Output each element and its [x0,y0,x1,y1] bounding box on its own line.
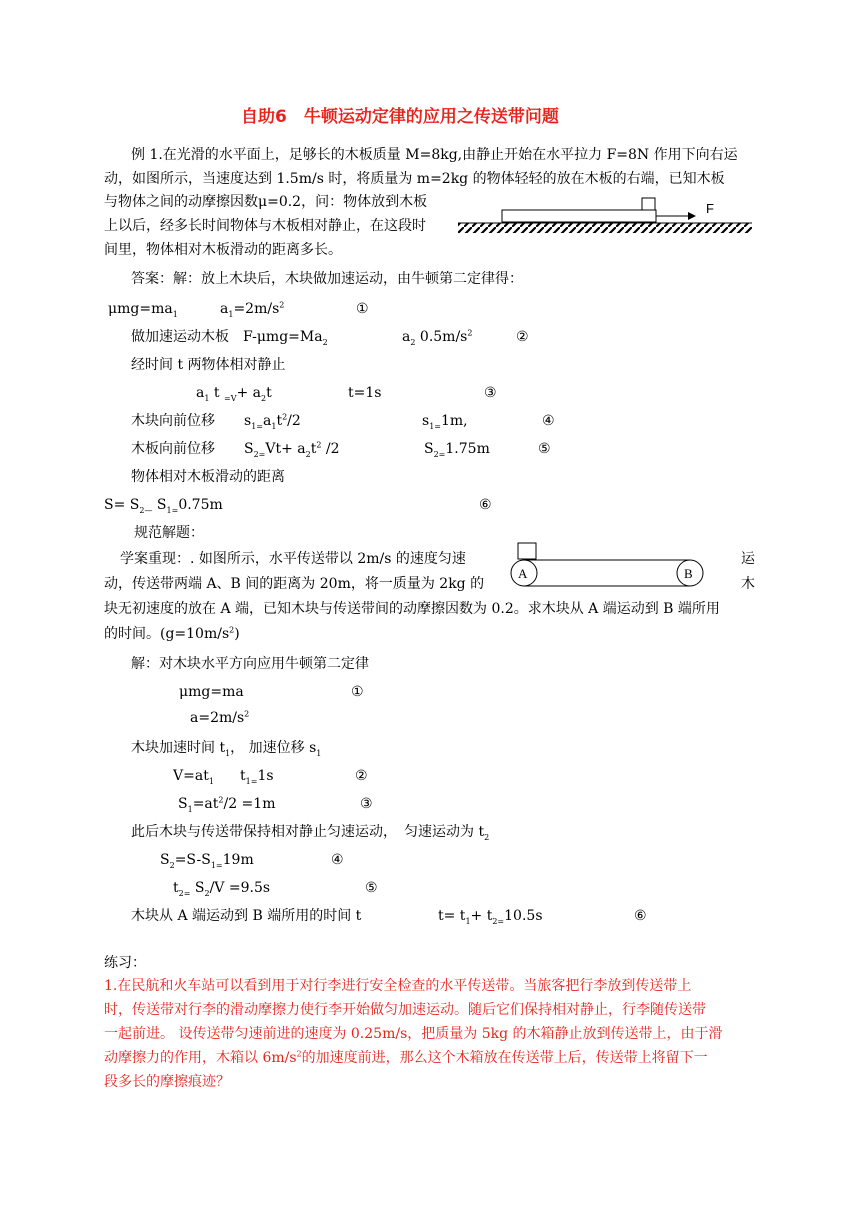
standard-line2-end: 木 [741,576,755,592]
standard-line1-end: 运 [741,551,755,567]
answer1-eq2: 做加速运动木板 $F-\mu mg=Ma_2$ [131,329,328,347]
answer1-eq3-intro: 经时间 t 两物体相对静止 [131,357,286,373]
answer1-eq1: $\mu mg=ma_1$ [108,301,178,319]
answer1-eq3-result: t=1s [348,385,382,401]
answer1-eq3: $a_1$ t $_{=V}+ a_2t$ [196,385,272,403]
practice-line5: 段多长的摩擦痕迹？ [104,1074,230,1090]
answer1-intro: 答案：解：放上木块后，木块做加速运动，由牛顿第二定律得： [131,271,523,287]
answer1-eq4-num: ④ [542,413,555,429]
force-label: F [706,201,714,216]
ground-hatch [458,223,752,233]
solution2-eq2: $V=at_1$ [173,768,214,786]
solution2-uniform: 此后木块与传送带保持相对静止匀速运动， 匀速运动为 $t_2$ [131,824,490,842]
solution2-accel-label: 木块加速时间 $t_1$， 加速位移 $s_1$ [131,740,322,758]
answer1-eq5-result: $S_{2=}1.75m$ [424,441,490,459]
solution2-eq5-num: ⑤ [365,880,378,896]
small-block [642,198,655,210]
conveyor-belt-figure [506,540,706,590]
example1-line1: 例 1.在光滑的水平面上，足够长的木板质量 M=8kg,由静止开始在水平拉力 F=8N 作用下向右运 [131,147,738,163]
standard-line4: 的时间。$(g=10m/s^2)$ [104,625,240,642]
solution2-eq1b: $a=2m/s^2$ [190,709,250,726]
answer1-eq5: $S_{2=}Vt+ a_2t^2$ /2 [244,440,340,459]
standard-line2: 动，传送带两端 A、B 间的距离为 20m，将一质量为 2kg 的 [104,576,485,592]
answer1-eq1-result: $a_1=2m/s^2$ [220,300,285,319]
answer1-eq4-label: 木块向前位移 [131,413,215,429]
practice-line3: 一起前进。 设传送带匀速前进的速度为 0.25m/s，把质量为 5kg 的木箱静止放到传送带上，由于滑 [104,1026,723,1042]
answer1-eq2-num: ② [516,329,529,345]
example1-line3: 与物体之间的动摩擦因数μ=0.2，问：物体放到木板 [104,194,428,210]
standard-heading: 规范解题： [134,525,204,541]
answer1-eq1-num: ① [356,301,369,317]
example1-line5: 间里，物体相对木板滑动的距离多长。 [104,242,342,258]
answer1-eq5-num: ⑤ [538,441,551,457]
solution2-total-eq: $t= t_1+ t_{2=}10.5s$ [438,908,543,926]
answer1-eq3-num: ③ [484,385,497,401]
solution2-intro: 解：对木块水平方向应用牛顿第二定律 [131,656,369,672]
wooden-board [502,210,656,222]
practice-line1: 1.在民航和火车站可以看到用于对行李进行安全检查的水平传送带。当旅客把行李放到传送带上 [104,978,692,994]
standard-line1: 学案重现：. 如图所示，水平传送带以 2m/s 的速度匀速 [120,551,466,567]
solution2-eq2-num: ② [355,768,368,784]
answer1-eq2-result: $a_2$ $0.5m/s^2$ [402,328,473,347]
solution2-eq3-num: ③ [360,796,373,812]
solution2-total-num: ⑥ [634,908,647,924]
block-on-belt [518,543,536,559]
practice-line2: 时，传送带对行李的滑动摩擦力使行李开始做匀加速运动。随后它们保持相对静止，行李随传送带 [104,1002,706,1018]
solution2-eq2-result: $t_{1=}1s$ [240,768,274,786]
pulley-a-label: A [518,566,528,581]
answer1-eq6-num: ⑥ [479,497,492,513]
solution2-eq4-num: ④ [331,852,344,868]
arrow-right-icon [688,212,696,220]
board-force-figure [456,195,756,245]
answer1-eq6-intro: 物体相对木板滑动的距离 [131,469,285,485]
solution2-total-label: 木块从 A 端运动到 B 端所用的时间 t [131,908,362,924]
example1-line4: 上以后，经多长时间物体与木板相对静止，在这段时 [104,218,426,234]
solution2-eq4: $S_2=S-S_{1=}19m$ [160,852,254,870]
solution2-eq1-num: ① [351,684,364,700]
solution2-eq5: $t_{2=}$ $S_2/V =9.5s$ [173,880,271,898]
page-title: 自助6 牛顿运动定律的应用之传送带问题 [241,107,559,127]
solution2-eq3: $S_1=at^2/2 =1m$ [178,795,276,814]
practice-line4: 动摩擦力的作用，木箱以 $6m/s^2$的加速度前进，那么这个木箱放在传送带上后，传送带上将留下一 [104,1049,708,1066]
example1-line2: 动，如图所示，当速度达到 1.5m/s 时，将质量为 m=2kg 的物体轻轻的放在木板的右端，已知木板 [104,171,725,187]
pulley-b-label: B [684,566,693,581]
answer1-eq5-label: 木板向前位移 [131,441,215,457]
answer1-eq4: $s_{1=}a_1t^2/2$ [244,412,301,431]
answer1-eq6: $S= S_{2—}$ $S_{1=}0.75m$ [104,497,223,515]
answer1-eq4-result: $s_{1=}1m$, [422,413,468,431]
practice-heading: 练习： [104,955,146,971]
solution2-eq1: μmg=ma [179,684,244,700]
standard-line3: 块无初速度的放在 A 端，已知木块与传送带间的动摩擦因数为 0.2。求木块从 A 端运动到 B 端所用 [104,601,720,617]
